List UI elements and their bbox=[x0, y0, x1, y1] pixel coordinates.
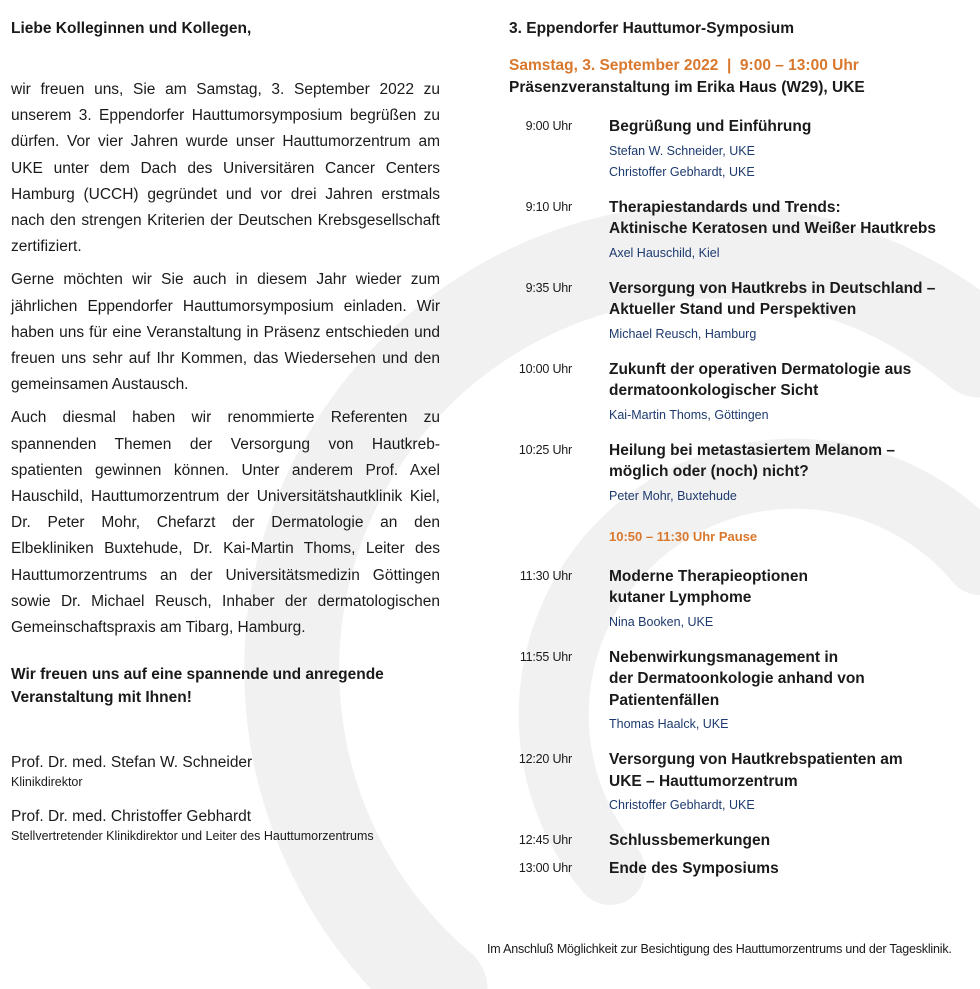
agenda-time: 12:20 Uhr bbox=[518, 752, 572, 766]
speaker-name: Kai-Martin Thoms, Göttingen bbox=[609, 407, 769, 422]
talk-title-line: Versorgung von Hautkrebspatienten am bbox=[609, 751, 903, 768]
talk-title-line: dermatoonkologischer Sicht bbox=[609, 382, 819, 399]
talk-title-line: Aktinische Keratosen und Weißer Hautkrebs bbox=[609, 220, 937, 237]
agenda-item bbox=[509, 749, 979, 816]
agenda-item bbox=[509, 858, 979, 880]
speaker-name: Thomas Haalck, UKE bbox=[609, 717, 729, 731]
symposium-venue: Präsenzveranstaltung im Erika Haus (W29), UKE bbox=[509, 79, 865, 96]
agenda-item bbox=[509, 278, 979, 345]
talk-title-line: Heilung bei metastasiertem Melanom – bbox=[609, 441, 895, 459]
symposium-date: Samstag, 3. September 2022 | 9:00 – 13:00 Uhr bbox=[509, 57, 859, 74]
talk-title-line: Nebenwirkungsmanagement in bbox=[609, 648, 839, 666]
talk-title-line: Moderne Therapieoptionen bbox=[609, 567, 808, 585]
agenda-content bbox=[609, 197, 959, 264]
signature-name-1: Prof. Dr. med. Stefan W. Schneider bbox=[11, 754, 253, 772]
speaker-name: Stefan W. Schneider, UKE bbox=[609, 143, 755, 158]
agenda-time bbox=[509, 529, 572, 544]
speaker-name: Michael Reusch, Hamburg bbox=[609, 326, 757, 341]
agenda-item bbox=[509, 116, 979, 183]
signature-role-2: Stellvertretender Klinikdirektor und Leiter des Hauttumorzentrums bbox=[11, 829, 374, 844]
agenda-item bbox=[509, 359, 979, 426]
agenda-content bbox=[609, 830, 959, 852]
program-footnote: Im Anschluß Möglichkeit zur Besichtigung des Hauttumorzentrums und der Tagesklinik. bbox=[487, 942, 952, 956]
talk-title-line: Ende des Symposiums bbox=[609, 859, 779, 877]
pause-label: 10:50 – 11:30 Uhr Pause bbox=[609, 528, 758, 544]
agenda-time: 9:10 Uhr bbox=[525, 199, 572, 214]
agenda-time: 12:45 Uhr bbox=[518, 833, 572, 847]
signature-name-2: Prof. Dr. med. Christoffer Gebhardt bbox=[11, 808, 252, 826]
talk-title-line: Zukunft der operativen Dermatologie aus bbox=[609, 360, 912, 378]
agenda-time: 9:00 Uhr bbox=[525, 119, 572, 133]
letter-column bbox=[11, 18, 440, 861]
speaker-name: Christoffer Gebhardt, UKE bbox=[609, 164, 755, 179]
agenda-pause bbox=[509, 529, 979, 544]
speaker-name: Axel Hauschild, Kiel bbox=[609, 245, 720, 260]
talk-title-line: Schlussbemerkungen bbox=[609, 832, 771, 849]
talk-title-line: Therapiestandards und Trends: bbox=[609, 198, 841, 216]
agenda-content bbox=[609, 359, 959, 426]
signature-block bbox=[11, 753, 440, 845]
speaker-name: Peter Mohr, Buxtehude bbox=[609, 488, 737, 503]
agenda-content bbox=[609, 116, 959, 183]
agenda-content bbox=[609, 749, 959, 816]
agenda-item bbox=[509, 566, 979, 633]
speaker-name: Christoffer Gebhardt, UKE bbox=[609, 798, 755, 812]
talk-title-line: Aktueller Stand und Perspektiven bbox=[609, 301, 857, 318]
program-column bbox=[509, 18, 979, 879]
agenda-content bbox=[609, 566, 959, 633]
talk-title-line: der Dermatoonkologie anhand von bbox=[609, 670, 865, 687]
agenda-content bbox=[609, 278, 959, 345]
talk-title-line: UKE – Hauttumorzentrum bbox=[609, 772, 798, 790]
agenda-item bbox=[509, 197, 979, 264]
letter-paragraph-3: Auch diesmal haben wir renommierte Referenten zu spannenden Themen der Versorgung von Hautkreb-spatienten gewinnen können. Unter anderem Prof. Axel Hauschild, Hauttumorzentrum der Universitätshautklinik Kiel, Dr. Peter Mohr, Chefarzt der Dermatologie an den Elbekliniken Buxtehude, Dr. Kai-Martin Thoms, Leiter des Hauttumorzentrums an der Universitätsmedizin Göttingen sowie Dr. Michael Reusch, Inhaber der dermatologischen Gemeinschaftspraxis am Tibarg, Hamburg. bbox=[11, 409, 440, 637]
agenda-content bbox=[609, 529, 959, 544]
agenda-item bbox=[509, 830, 979, 852]
agenda-item bbox=[509, 440, 979, 507]
talk-title-line: kutaner Lymphome bbox=[609, 589, 752, 606]
agenda-content bbox=[609, 858, 959, 880]
letter-closing: Wir freuen uns auf eine spannende und anregende Veranstaltung mit Ihnen! bbox=[11, 666, 384, 706]
agenda-time: 11:55 Uhr bbox=[519, 649, 572, 664]
letter-paragraph-2: Gerne möchten wir Sie auch in diesem Jahr wieder zum jährlichen Eppendorfer Hauttumorsymposium einladen. Wir haben uns für eine Veranstaltung in Präsenz entschieden und freuen uns sehr auf Ihr Kommen, das Wiedersehen und den gemeinsamen Austausch. bbox=[11, 271, 440, 394]
signature-role-1: Klinikdirektor bbox=[11, 775, 83, 790]
talk-title-line: Begrüßung und Einführung bbox=[609, 118, 812, 135]
letter-paragraph-1: wir freuen uns, Sie am Samstag, 3. September 2022 zu unserem 3. Eppendorfer Hauttumorsymposium begrüßen zu dürfen. Vor vier Jahren wurde unser Hauttumorzentrum am UKE unter dem Dach des Universitären Cancer Centers Hamburg (UCCH) gegründet und vor drei Jahren erstmals nach den strengen Kriterien der Deutschen Krebsgesellschaft zertifiziert. bbox=[11, 81, 440, 256]
agenda-content bbox=[609, 440, 959, 507]
letter-greeting: Liebe Kolleginnen und Kollegen, bbox=[11, 20, 252, 37]
agenda-time: 10:25 Uhr bbox=[518, 442, 572, 457]
speaker-name: Nina Booken, UKE bbox=[609, 614, 714, 629]
talk-title-line: Versorgung von Hautkrebs in Deutschland – bbox=[609, 279, 936, 297]
agenda-content bbox=[609, 647, 959, 736]
agenda-time: 9:35 Uhr bbox=[525, 280, 572, 295]
agenda-list bbox=[509, 116, 979, 879]
talk-title-line: möglich oder (noch) nicht? bbox=[609, 463, 809, 480]
agenda-time: 10:00 Uhr bbox=[518, 361, 572, 376]
agenda-item bbox=[509, 647, 979, 736]
agenda-time: 13:00 Uhr bbox=[518, 860, 572, 875]
agenda-time: 11:30 Uhr bbox=[519, 568, 572, 583]
symposium-title: 3. Eppendorfer Hauttumor-Symposium bbox=[509, 20, 795, 37]
talk-title-line: Patientenfällen bbox=[609, 691, 720, 709]
